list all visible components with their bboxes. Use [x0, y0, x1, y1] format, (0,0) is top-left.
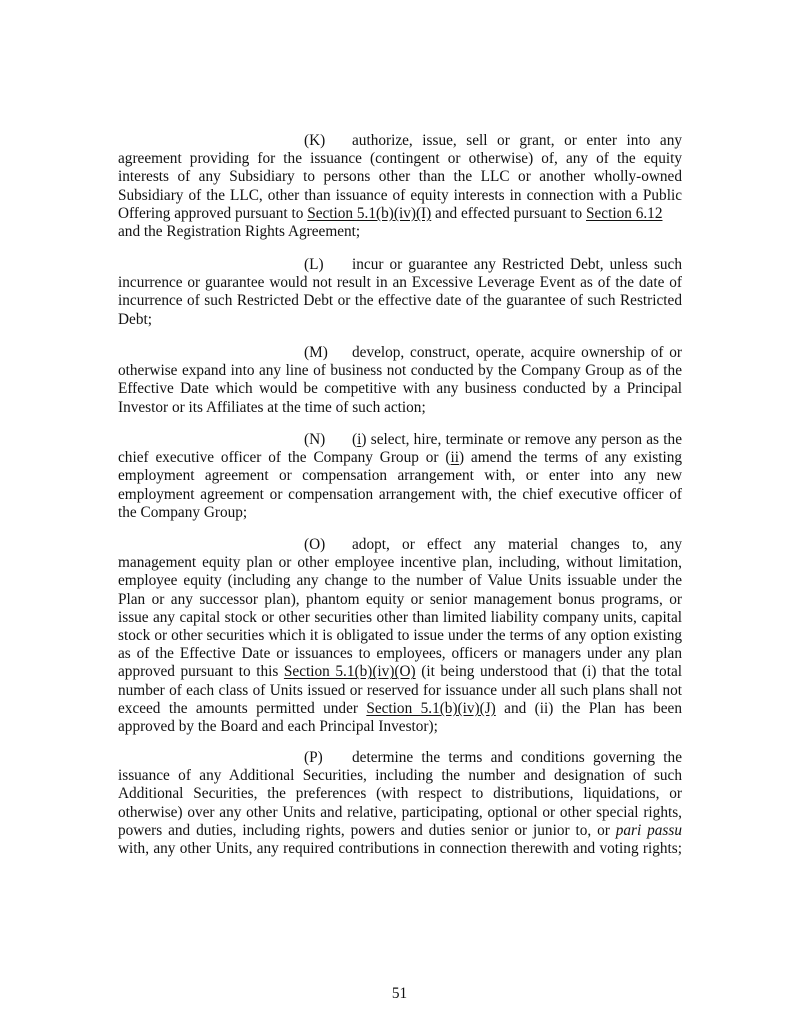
clause-p-line-5: powers and duties, including rights, powers and duties senior or junior to, or pari passu — [118, 821, 682, 839]
clause-k — [118, 132, 682, 241]
clause-m-line-2: otherwise expand into any line of business not conducted by the Company Group as of the — [118, 362, 682, 380]
clause-m-line-1: (M) develop, construct, operate, acquire ownership of or — [304, 344, 682, 361]
clause-l-line-2: incurrence or guarantee would not result in an Excessive Leverage Event as of the date of — [118, 274, 682, 292]
clause-o-line-1: (O) adopt, or effect any material changes to, any — [304, 536, 682, 553]
clause-k-line-3: interests of any Subsidiary to persons other than the LLC or another wholly-owned — [118, 168, 682, 186]
clause-o-line-10: exceed the amounts permitted under Section 5.1(b)(iv)(J) and (ii) the Plan has been — [118, 699, 682, 717]
clause-n-line-5: the Company Group; — [118, 503, 248, 521]
clause-m-line-4: Investor or its Affiliates at the time of such action; — [118, 398, 426, 416]
clause-p-line-3: Additional Securities, the preferences (with respect to distributions, liquidations, or — [118, 785, 682, 803]
clause-p — [118, 749, 682, 858]
clause-m-label: (M) — [304, 344, 328, 361]
clause-m — [118, 344, 682, 417]
clause-o-label: (O) — [304, 536, 326, 553]
clause-o-line-8: approved pursuant to this Section 5.1(b)(iv)(O) (it being understood that (i) that the total — [118, 663, 682, 681]
clause-l-line-3: incurrence of such Restricted Debt or the effective date of the guarantee of such Restricted — [118, 292, 682, 310]
section-ref-6-12: Section 6.12 — [586, 204, 663, 222]
clause-o-line-4: Plan or any successor plan), phantom equity or senior management bonus programs, or — [118, 590, 682, 608]
clause-l — [118, 256, 682, 329]
clause-o — [118, 536, 682, 736]
clause-o-line-6: stock or other securities which it is obligated to issue under the terms of any option existing — [118, 627, 682, 645]
clause-p-label: (P) — [304, 749, 323, 766]
clause-k-line-1: (K) authorize, issue, sell or grant, or enter into any — [304, 132, 682, 149]
clause-n-line-2: chief executive officer of the Company Group or (ii) amend the terms of any existing — [118, 449, 682, 467]
clause-n — [118, 431, 682, 522]
clause-k-label: (K) — [304, 132, 326, 149]
clause-o-line-11: approved by the Board and each Principal Investor); — [118, 718, 438, 736]
clause-k-line-2: agreement providing for the issuance (contingent or otherwise) of, any of the equity — [118, 150, 682, 168]
clause-k-line-4: Subsidiary of the LLC, other than issuance of equity interests in connection with a Public — [118, 186, 682, 204]
clause-k-line-5: Offering approved pursuant to Section 5.1(b)(iv)(I) and effected pursuant to Section 6.12 — [118, 204, 663, 222]
pari-passu-italic: pari passu — [615, 821, 682, 839]
clause-o-line-2: management equity plan or other employee incentive plan, including, without limitation, — [118, 554, 682, 572]
clause-o-line-5: issue any capital stock or other securities other than limited liability company units, capital — [118, 608, 682, 626]
clause-o-line-9: number of each class of Units issued or reserved for issuance under all such plans shall not — [118, 681, 682, 699]
clause-m-line-3: Effective Date which would be competitive with any business conducted by a Principal — [118, 380, 682, 398]
section-ref-5-1-b-iv-i: Section 5.1(b)(iv)(I) — [307, 204, 432, 222]
clause-k-line-6: and the Registration Rights Agreement; — [118, 223, 361, 241]
clause-p-line-4: otherwise) over any other Units and relative, participating, optional or other special rights, — [118, 803, 682, 821]
section-ref-5-1-b-iv-o: Section 5.1(b)(iv)(O) — [283, 663, 416, 681]
clause-l-label: (L) — [304, 256, 324, 273]
clause-n-line-1: (N) (i) select, hire, terminate or remove any person as the — [304, 431, 682, 448]
clause-p-line-6: with, any other Units, any required contributions in connection therewith and voting rights; — [118, 840, 682, 858]
clause-l-line-1: (L) incur or guarantee any Restricted Debt, unless such — [304, 256, 682, 273]
clause-o-line-3: employee equity (including any change to the number of Value Units issuable under the — [118, 572, 682, 590]
clause-n-line-4: employment agreement or compensation arrangement with, the chief executive officer of — [118, 485, 682, 503]
clause-p-line-1: (P) determine the terms and conditions governing the — [304, 749, 682, 766]
clause-l-line-4: Debt; — [118, 310, 152, 328]
clause-n-label: (N) — [304, 431, 326, 448]
clause-o-line-7: as of the Effective Date or issuances to employees, officers or managers under any plan — [118, 645, 682, 663]
clause-n-line-3: employment agreement or compensation arrangement with, or enter into any new — [118, 467, 682, 485]
section-ref-5-1-b-iv-j: Section 5.1(b)(iv)(J) — [366, 699, 496, 717]
clause-p-line-2: issuance of any Additional Securities, including the number and designation of such — [118, 767, 682, 785]
page-number: 51 — [391, 985, 408, 1002]
